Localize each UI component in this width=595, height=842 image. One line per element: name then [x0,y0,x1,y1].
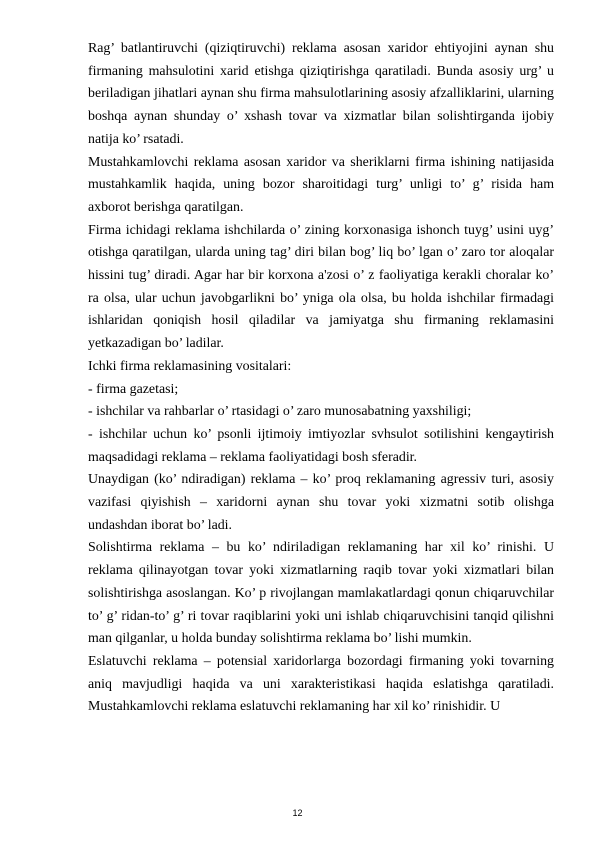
page-number: 12 [292,808,303,818]
list-item-firm-newspaper: - firma gazetasi; [88,381,179,397]
paragraph-reminder-ad: Eslatuvchi reklama – potensial xaridorlarga bozordagi firmaning yoki tovarning aniq mavjudligi haqida va uni xarakteristikasi haqida eslatishga qaratiladi. Mustahkamlovchi reklama eslatuvchi reklamaning har xil ko’ rinishidir. U [88,653,554,715]
page-body [88,38,554,719]
paragraph-stimulating-ad: Rag’ batlantiruvchi (qiziqtiruvchi) reklama asosan xaridor ehtiyojini aynan shu firmaning mahsulotini xarid etishga qiziqtirishga qaratiladi. Bunda asosiy urg’ u beriladigan jihatlari aynan shu firma mahsulotlarining asosiy afzalliklarini, ularning boshqa aynan shunday o’ xshash tovar va xizmatlar bilan solishtirganda ijobiy natija ko’ rsatadi. [88,41,554,147]
paragraph-internal-ad: Firma ichidagi reklama ishchilarda o’ zining korxonasiga ishonch tuyg’ usini uyg’ otishga qaratilgan, ularda uning tag’ diri bilan bog’ liq bo’ lgan o’ zaro tor aloqalar hissini tug’ diradi. Agar har bir korxona a'zosi o’ z faoliyatiga kerakli choralar ko’ ra olsa, ular uchun javobgarlikni bo’ yniga ola olsa, bu holda ishchilar firmadagi ishlaridan qoniqish hosil qiladilar va jamiyatga shu firmaning reklamasini yetkazadigan bo’ ladilar. [88,222,554,352]
paragraph-internal-ad-tools-heading: Ichki firma reklamasining vositalari: [88,358,292,374]
paragraph-persuasive-ad: Unaydigan (ko’ ndiradigan) reklama – ko’ proq reklamaning agressiv turi, asosiy vazifasi qiyishish – xaridorni aynan shu tovar yoki xizmatni sotib olishga undashdan iborat bo’ ladi. [88,472,554,533]
paragraph-reinforcing-ad: Mustahkamlovchi reklama asosan xaridor va sheriklarni firma ishining natijasida mustahkamlik haqida, uning bozor sharoitidagi turg’ unligi to’ g’ risida ham axborot berishga qaratilgan. [88,154,554,215]
list-item-social-benefits: - ishchilar uchun ko’ psonli ijtimoiy imtiyozlar svhsulot sotilishini kengaytirish maqsadidagi reklama – reklama faoliyatidagi bosh sferadir. [88,426,554,465]
paragraph-comparative-ad: Solishtirma reklama – bu ko’ ndiriladigan reklamaning har xil ko’ rinishi. U reklama qilinayotgan tovar yoki xizmatlarning raqib tovar yoki xizmatlari bilan solishtirishga asoslangan. Ko’ p rivojlangan mamlakatlardagi qonun chiqaruvchilar to’ g’ ridan-to’ g’ ri tovar raqiblarini yoki uni ishlab chiqaruvchisini tanqid qilishni man qilganlar, u holda bunday solishtirma reklama bo’ lishi mumkin. [88,540,554,647]
list-item-relations: - ishchilar va rahbarlar o’ rtasidagi o’ zaro munosabatning yaxshiligi; [88,404,472,420]
